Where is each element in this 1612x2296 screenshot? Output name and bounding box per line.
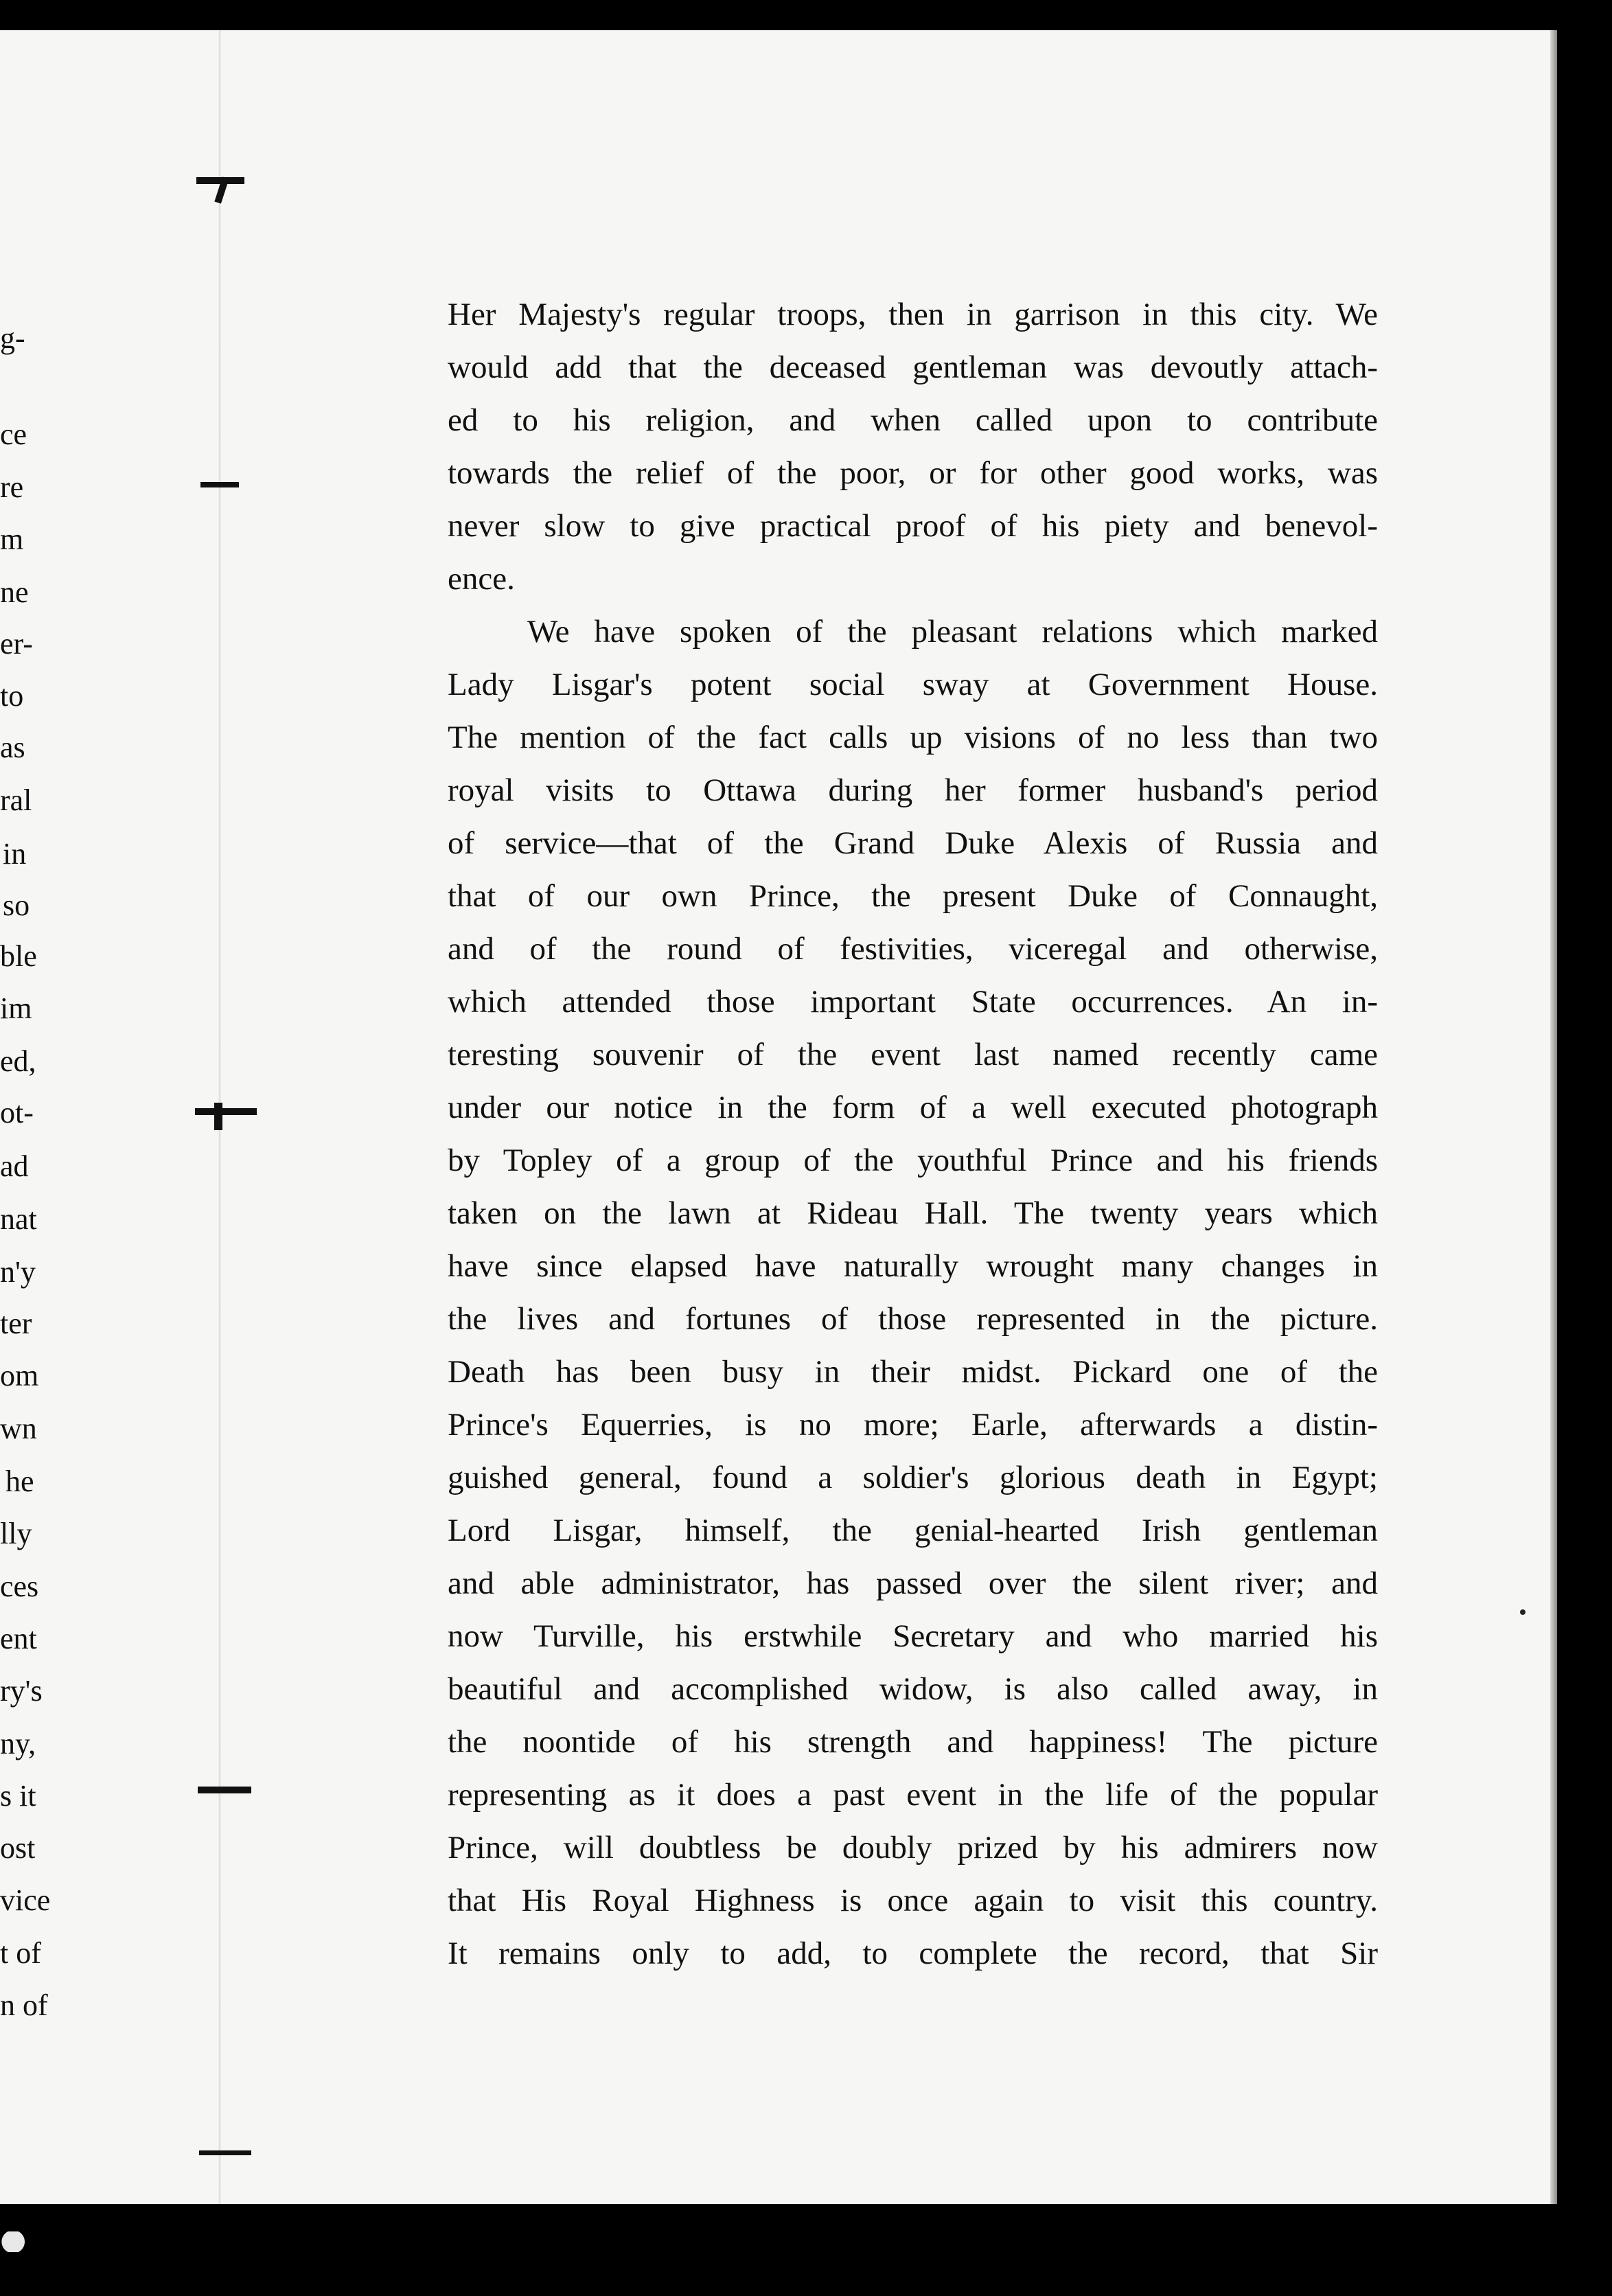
fragment-24: ces (0, 1570, 39, 1603)
text-line: Lord Lisgar, himself, the genial-hearted Irish gentleman (448, 1513, 1378, 1548)
text-line: Death has been busy in their midst. Pickard one of the (448, 1354, 1378, 1390)
text-line: that of our own Prince, the present Duke of Connaught, (448, 878, 1378, 914)
text-line: It remains only to add, to complete the record, that Sir (448, 1936, 1378, 1971)
binding-mark-3-tail (214, 1103, 222, 1130)
text-line: representing as it does a past event in the life of the popular (448, 1777, 1378, 1813)
fragment-7: to (0, 679, 24, 713)
fragment-21: wn (0, 1412, 37, 1445)
fragment-22: he (5, 1465, 34, 1498)
fragment-25: ent (0, 1622, 37, 1655)
fragment-31: t of (0, 1936, 41, 1970)
text-line: which attended those important State occurrences. An in- (448, 984, 1378, 1020)
fragment-32: n of (0, 1988, 48, 2022)
fragment-23: lly (0, 1517, 32, 1550)
fragment-16: ad (0, 1149, 29, 1183)
text-line: and of the round of festivities, viceregal and otherwise, (448, 931, 1378, 967)
binding-mark-3 (195, 1108, 257, 1115)
scan-speck (1520, 1609, 1525, 1615)
fragment-17: nat (0, 1202, 37, 1236)
text-line: the lives and fortunes of those represented in the picture. (448, 1301, 1378, 1337)
text-line: would add that the deceased gentleman was devoutly attach- (448, 349, 1378, 385)
text-line: Lady Lisgar's potent social sway at Government House. (448, 667, 1378, 702)
fragment-10: in (3, 837, 27, 871)
fragment-26: ry's (0, 1674, 43, 1708)
text-line: royal visits to Ottawa during her former husband's period (448, 772, 1378, 808)
fragment-3: re (0, 470, 24, 504)
fragment-2: ce (0, 417, 27, 451)
text-line: Prince, will doubtless be doubly prized by his admirers now (448, 1830, 1378, 1866)
scanner-corner-mark (0, 2231, 44, 2252)
fragment-29: ost (0, 1831, 36, 1865)
text-line: never slow to give practical proof of his piety and benevol- (448, 508, 1378, 544)
paragraph-start-line: We have spoken of the pleasant relations which marked (527, 614, 1378, 650)
text-line: now Turville, his erstwhile Secretary and who married his (448, 1618, 1378, 1654)
text-line: towards the relief of the poor, or for other good works, was (448, 455, 1378, 491)
text-line: that His Royal Highness is once again to visit this country. (448, 1883, 1378, 1918)
fragment-8: as (0, 731, 25, 764)
binding-mark-2 (200, 482, 239, 487)
fragment-13: im (0, 991, 32, 1025)
text-line: Prince's Equerries, is no more; Earle, afterwards a distin- (448, 1407, 1378, 1443)
scanned-page (0, 30, 1557, 2204)
fragment-15: ot- (0, 1096, 34, 1129)
fragment-14: ed, (0, 1044, 36, 1078)
fragment-28: s it (0, 1779, 36, 1813)
text-line: of service—that of the Grand Duke Alexis of Russia and (448, 825, 1378, 861)
text-line: have since elapsed have naturally wrought many changes in (448, 1248, 1378, 1284)
binding-mark-5 (199, 2150, 251, 2155)
binding-mark-4 (198, 1787, 251, 1793)
text-line: beautiful and accomplished widow, is also called away, in (448, 1671, 1378, 1707)
text-line: under our notice in the form of a well executed photograph (448, 1090, 1378, 1125)
text-line: The mention of the fact calls up visions of no less than two (448, 720, 1378, 755)
fragment-20: om (0, 1359, 39, 1392)
fragment-30: vice (0, 1883, 51, 1917)
fragment-6: er- (0, 627, 33, 661)
fragment-12: ble (0, 939, 37, 973)
text-line: Her Majesty's regular troops, then in garrison in this city. We (448, 297, 1378, 332)
text-line: and able administrator, has passed over the silent river; and (448, 1565, 1378, 1601)
fragment-19: ter (0, 1307, 32, 1340)
body-text (448, 288, 1378, 1980)
fragment-11: so (3, 888, 30, 922)
page-edge-shadow (1550, 30, 1557, 2204)
text-line: teresting souvenir of the event last named recently came (448, 1037, 1378, 1072)
text-line: ence. (448, 561, 515, 597)
text-line: guished general, found a soldier's glorious death in Egypt; (448, 1460, 1378, 1495)
text-line: the noontide of his strength and happiness! The picture (448, 1724, 1378, 1760)
text-line: taken on the lawn at Rideau Hall. The twenty years which (448, 1195, 1378, 1231)
fragment-1: g- (0, 321, 25, 355)
fragment-5: ne (0, 575, 29, 609)
fragment-18: n'y (0, 1255, 36, 1289)
text-line: ed to his religion, and when called upon to contribute (448, 402, 1378, 438)
text-line: by Topley of a group of the youthful Prince and his friends (448, 1143, 1378, 1178)
fragment-27: ny, (0, 1727, 36, 1760)
fragment-9: ral (0, 783, 32, 817)
fragment-4: m (0, 523, 24, 556)
